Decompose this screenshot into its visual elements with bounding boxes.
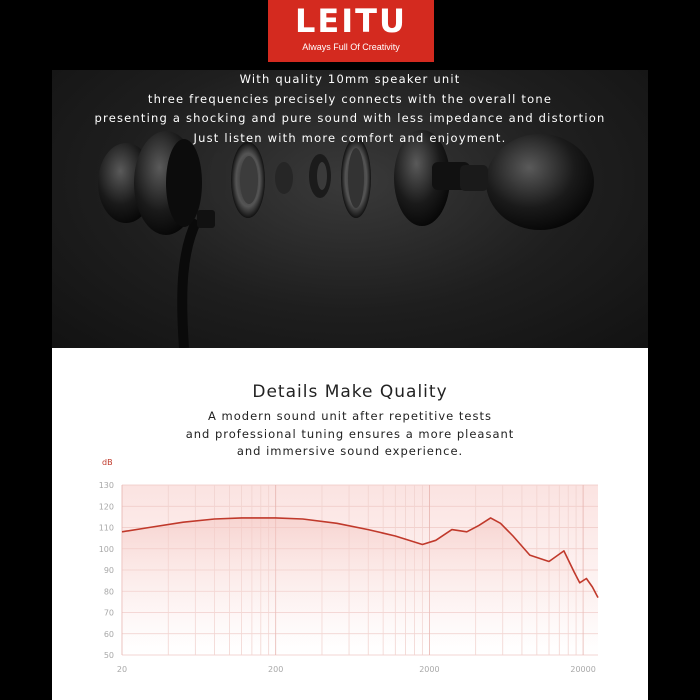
x-tick-label: 2000: [419, 665, 440, 674]
brand-name: LEITU: [295, 2, 407, 40]
brand-tagline: Always Full Of Creativity: [302, 42, 400, 52]
hero-panel: [52, 70, 648, 348]
cable: [182, 220, 197, 348]
y-tick-label: 50: [103, 651, 114, 660]
ring-part: [210, 152, 226, 204]
details-line: and professional tuning ensures a more pleasant: [185, 426, 515, 441]
ear-tip-part: [486, 134, 594, 230]
x-tick-label: 200: [268, 665, 284, 674]
hero-line: Just listen with more comfort and enjoyment.: [193, 130, 507, 145]
frequency-response-chart: [52, 348, 648, 700]
y-tick-label: 110: [98, 523, 114, 533]
details-line: and immersive sound experience.: [236, 444, 464, 458]
hero-line: With quality 10mm speaker unit: [239, 72, 461, 86]
y-tick-label: 130: [98, 481, 114, 490]
y-tick-label: 90: [103, 566, 114, 575]
hero-description: [52, 70, 648, 148]
details-line: A modern sound unit after repetitive tests: [208, 409, 492, 423]
details-title: Details Make Quality: [252, 382, 448, 402]
y-tick-label: 70: [103, 608, 114, 618]
y-tick-label: 120: [98, 502, 114, 512]
y-tick-label: 80: [103, 587, 114, 597]
x-tick-label: 20: [116, 665, 128, 674]
x-tick-label: 20000: [570, 665, 596, 674]
details-panel: [52, 348, 648, 700]
y-tick-label: 100: [98, 544, 114, 554]
washer-part: [275, 162, 293, 194]
hero-line: three frequencies precisely connects with the overall tone: [147, 91, 553, 106]
y-axis-label: dB: [102, 458, 113, 467]
hero-line: presenting a shocking and pure sound with less impedance and distortion: [94, 111, 606, 125]
brand-logo: [268, 0, 434, 62]
y-tick-label: 60: [103, 629, 114, 639]
